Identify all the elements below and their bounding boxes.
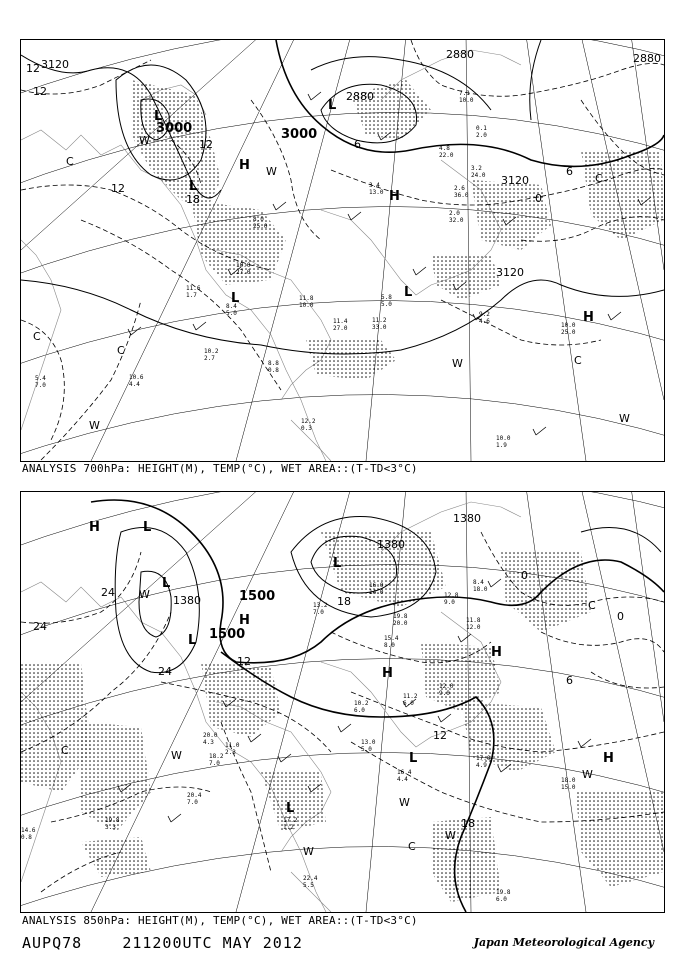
svg-text:2.6: 2.6 bbox=[454, 185, 465, 192]
svg-text:10.0: 10.0 bbox=[496, 435, 511, 442]
svg-text:11.0: 11.0 bbox=[225, 742, 240, 749]
svg-text:3.2: 3.2 bbox=[471, 165, 482, 172]
height-label: 3120 bbox=[41, 58, 69, 71]
temp-label: 0 bbox=[521, 569, 528, 582]
svg-text:12.8: 12.8 bbox=[444, 592, 459, 599]
svg-text:14.6: 14.6 bbox=[21, 827, 36, 834]
svg-text:19.8: 19.8 bbox=[496, 889, 511, 896]
svg-text:3.4: 3.4 bbox=[369, 182, 380, 189]
svg-text:11.2: 11.2 bbox=[372, 317, 387, 324]
svg-text:16.4: 16.4 bbox=[397, 769, 412, 776]
svg-text:19.8: 19.8 bbox=[393, 613, 408, 620]
agency-credit: Japan Meteorological Agency bbox=[473, 936, 654, 949]
svg-text:6.0: 6.0 bbox=[496, 896, 507, 903]
height-label: 3120 bbox=[496, 266, 524, 279]
station-plot bbox=[403, 693, 418, 707]
station-plot bbox=[35, 375, 46, 389]
svg-text:5.4: 5.4 bbox=[35, 375, 46, 382]
temp-label: 24 bbox=[101, 586, 115, 599]
height-label: 2880 bbox=[633, 52, 661, 65]
svg-text:24.0: 24.0 bbox=[471, 172, 486, 179]
height-label: 3000 bbox=[156, 121, 193, 136]
svg-text:11.8: 11.8 bbox=[299, 295, 314, 302]
station-plot bbox=[21, 827, 36, 841]
svg-text:10.0: 10.0 bbox=[459, 97, 474, 104]
warm-mark: W bbox=[619, 412, 630, 425]
low-pressure-marker: L bbox=[409, 751, 418, 766]
svg-text:11.8: 11.8 bbox=[466, 617, 481, 624]
upper-panel-caption: ANALYSIS 700hPa: HEIGHT(M), TEMP(°C), WET AREA::(T-TD<3°C) bbox=[22, 462, 418, 475]
svg-text:2.0: 2.0 bbox=[476, 132, 487, 139]
low-pressure-marker: L bbox=[188, 633, 197, 648]
temp-label: 12 bbox=[199, 138, 213, 151]
svg-text:20.0: 20.0 bbox=[393, 620, 408, 627]
svg-text:11.4: 11.4 bbox=[333, 318, 348, 325]
station-plot bbox=[186, 285, 201, 299]
svg-text:12.2: 12.2 bbox=[301, 418, 316, 425]
warm-mark: W bbox=[139, 134, 150, 147]
station-plot bbox=[476, 125, 487, 139]
svg-text:1.9: 1.9 bbox=[496, 442, 507, 449]
station-plot bbox=[372, 317, 387, 331]
station-plot bbox=[381, 294, 392, 308]
station-plot bbox=[444, 592, 459, 606]
cold-mark: C bbox=[588, 599, 596, 612]
temp-label: 18 bbox=[461, 817, 475, 830]
svg-text:17.2: 17.2 bbox=[283, 817, 298, 824]
warm-mark: W bbox=[452, 357, 463, 370]
svg-text:12.0: 12.0 bbox=[466, 624, 481, 631]
svg-text:18.0: 18.0 bbox=[473, 586, 488, 593]
cold-mark: C bbox=[61, 744, 69, 757]
warm-mark: W bbox=[266, 165, 277, 178]
lower-panel-caption: ANALYSIS 850hPa: HEIGHT(M), TEMP(°C), WET AREA::(T-TD<3°C) bbox=[22, 914, 418, 927]
cold-mark: C bbox=[33, 330, 41, 343]
station-plot bbox=[333, 318, 348, 332]
low-pressure-marker: L bbox=[143, 520, 152, 535]
svg-text:4.4: 4.4 bbox=[129, 381, 140, 388]
svg-text:1.7: 1.7 bbox=[186, 292, 197, 299]
station-plot bbox=[204, 348, 219, 362]
svg-text:9.0: 9.0 bbox=[439, 690, 450, 697]
temp-label: 12 bbox=[111, 182, 125, 195]
svg-text:5.8: 5.8 bbox=[381, 294, 392, 301]
svg-text:11.2: 11.2 bbox=[403, 693, 418, 700]
height-label: 1500 bbox=[209, 627, 246, 642]
temp-label: 24 bbox=[158, 665, 172, 678]
air-mass-marks bbox=[33, 134, 630, 432]
svg-text:10.0: 10.0 bbox=[561, 322, 576, 329]
station-plot bbox=[354, 700, 369, 714]
station-plot bbox=[384, 635, 399, 649]
station-plot bbox=[473, 579, 488, 593]
svg-text:3.3: 3.3 bbox=[105, 824, 116, 831]
svg-text:6.0: 6.0 bbox=[403, 700, 414, 707]
station-plot bbox=[129, 374, 144, 388]
temp-label: 24 bbox=[33, 620, 47, 633]
temp-label: 6 bbox=[566, 674, 573, 687]
warm-mark: W bbox=[399, 796, 410, 809]
low-pressure-marker: L bbox=[189, 179, 198, 194]
temp-label: 12 bbox=[33, 85, 47, 98]
station-plot bbox=[466, 617, 481, 631]
cold-mark: C bbox=[66, 155, 74, 168]
svg-text:11.6: 11.6 bbox=[186, 285, 201, 292]
temp-label: 12 bbox=[433, 729, 447, 742]
station-plot bbox=[361, 739, 376, 753]
analysis-map-700hpa bbox=[20, 39, 665, 462]
high-pressure-marker: H bbox=[239, 158, 250, 173]
svg-text:22.4: 22.4 bbox=[303, 875, 318, 882]
svg-text:20.4: 20.4 bbox=[187, 792, 202, 799]
svg-text:8.4: 8.4 bbox=[226, 303, 237, 310]
high-pressure-marker: H bbox=[583, 310, 594, 325]
station-plot bbox=[313, 602, 328, 616]
svg-text:18.0: 18.0 bbox=[561, 777, 576, 784]
height-label: 3120 bbox=[501, 174, 529, 187]
station-plot bbox=[303, 875, 318, 889]
station-plot bbox=[561, 777, 576, 791]
high-pressure-marker: H bbox=[89, 520, 100, 535]
svg-text:2.7: 2.7 bbox=[204, 355, 215, 362]
station-plot bbox=[393, 613, 408, 627]
svg-text:36.0: 36.0 bbox=[454, 192, 469, 199]
svg-text:16.0: 16.0 bbox=[369, 582, 384, 589]
temp-label: 0 bbox=[535, 192, 542, 205]
svg-text:4.9: 4.9 bbox=[476, 762, 487, 769]
svg-text:5.0: 5.0 bbox=[381, 301, 392, 308]
low-pressure-marker: L bbox=[286, 801, 295, 816]
height-label: 1500 bbox=[239, 589, 276, 604]
height-contours bbox=[21, 40, 664, 354]
svg-text:18.2: 18.2 bbox=[209, 753, 224, 760]
station-plot bbox=[209, 753, 224, 767]
svg-text:7.1: 7.1 bbox=[459, 90, 470, 97]
low-pressure-marker: L bbox=[231, 291, 240, 306]
station-plot bbox=[561, 322, 576, 336]
svg-text:0.3: 0.3 bbox=[301, 425, 312, 432]
svg-text:5.0: 5.0 bbox=[226, 310, 237, 317]
svg-text:10.2: 10.2 bbox=[354, 700, 369, 707]
svg-text:32.0: 32.0 bbox=[449, 217, 464, 224]
cold-mark: C bbox=[117, 344, 125, 357]
svg-text:25.0: 25.0 bbox=[253, 223, 268, 230]
low-pressure-marker: L bbox=[162, 576, 171, 591]
chart-identifier bbox=[22, 934, 303, 952]
svg-text:12.0: 12.0 bbox=[439, 683, 454, 690]
height-label: 1380 bbox=[377, 538, 405, 551]
svg-text:14.0: 14.0 bbox=[369, 589, 384, 596]
valid-time: 211200UTC MAY 2012 bbox=[122, 934, 303, 952]
svg-text:20.0: 20.0 bbox=[203, 732, 218, 739]
svg-text:17.0: 17.0 bbox=[476, 755, 491, 762]
station-plot bbox=[479, 311, 490, 325]
svg-text:7.0: 7.0 bbox=[35, 382, 46, 389]
cold-mark: C bbox=[574, 354, 582, 367]
svg-text:9.0: 9.0 bbox=[444, 599, 455, 606]
svg-text:4.8: 4.8 bbox=[439, 145, 450, 152]
high-pressure-marker: H bbox=[603, 751, 614, 766]
svg-text:5.0: 5.0 bbox=[361, 746, 372, 753]
station-plot bbox=[454, 185, 469, 199]
cold-mark: C bbox=[595, 172, 603, 185]
svg-text:15.0: 15.0 bbox=[561, 784, 576, 791]
wet-areas bbox=[21, 532, 664, 902]
svg-text:13.0: 13.0 bbox=[369, 189, 384, 196]
svg-text:2.0: 2.0 bbox=[449, 210, 460, 217]
svg-text:4.3: 4.3 bbox=[203, 739, 214, 746]
svg-text:25.0: 25.0 bbox=[561, 329, 576, 336]
height-label: 1380 bbox=[453, 512, 481, 525]
temp-label: 12 bbox=[26, 62, 40, 75]
svg-text:27.0: 27.0 bbox=[333, 325, 348, 332]
station-plot bbox=[187, 792, 202, 806]
svg-text:22.0: 22.0 bbox=[439, 152, 454, 159]
high-pressure-marker: H bbox=[382, 666, 393, 681]
height-label: 2880 bbox=[446, 48, 474, 61]
svg-text:15.4: 15.4 bbox=[384, 635, 399, 642]
station-plot bbox=[203, 732, 218, 746]
chart-code: AUPQ78 bbox=[22, 934, 83, 952]
station-plot bbox=[369, 182, 384, 196]
svg-text:13.2: 13.2 bbox=[313, 602, 328, 609]
station-plot bbox=[459, 90, 474, 104]
station-plot bbox=[449, 210, 464, 224]
svg-text:10.2: 10.2 bbox=[204, 348, 219, 355]
warm-mark: W bbox=[89, 419, 100, 432]
cold-mark: C bbox=[408, 840, 416, 853]
height-label: 2880 bbox=[346, 90, 374, 103]
station-plot bbox=[236, 262, 251, 276]
station-plot bbox=[471, 165, 486, 179]
height-label: 1380 bbox=[173, 594, 201, 607]
warm-mark: W bbox=[303, 845, 314, 858]
svg-text:13.0: 13.0 bbox=[361, 739, 376, 746]
temp-label: 12 bbox=[237, 655, 251, 668]
low-pressure-marker: L bbox=[154, 109, 163, 124]
svg-text:19.8: 19.8 bbox=[105, 817, 120, 824]
svg-text:7.0: 7.0 bbox=[313, 609, 324, 616]
svg-text:0.8: 0.8 bbox=[268, 367, 279, 374]
svg-text:10.0: 10.0 bbox=[299, 302, 314, 309]
svg-text:7.0: 7.0 bbox=[209, 760, 220, 767]
svg-text:9.2: 9.2 bbox=[479, 311, 490, 318]
svg-text:10.0: 10.0 bbox=[236, 262, 251, 269]
svg-text:8.8: 8.8 bbox=[268, 360, 279, 367]
svg-text:5.5: 5.5 bbox=[303, 882, 314, 889]
svg-text:4.6: 4.6 bbox=[479, 318, 490, 325]
svg-text:27.0: 27.0 bbox=[236, 269, 251, 276]
svg-text:7.0: 7.0 bbox=[187, 799, 198, 806]
analysis-map-850hpa bbox=[20, 491, 665, 913]
temp-label: 18 bbox=[186, 193, 200, 206]
temp-label: 6 bbox=[566, 165, 573, 178]
warm-mark: W bbox=[445, 829, 456, 842]
svg-text:1.2: 1.2 bbox=[283, 824, 294, 831]
station-plot bbox=[439, 145, 454, 159]
svg-text:10.6: 10.6 bbox=[129, 374, 144, 381]
wet-areas bbox=[131, 80, 664, 380]
station-plot bbox=[226, 303, 237, 317]
high-pressure-marker: H bbox=[491, 645, 502, 660]
low-pressure-marker: L bbox=[328, 98, 337, 113]
low-pressure-marker: L bbox=[333, 556, 342, 571]
station-plot bbox=[268, 360, 279, 374]
warm-mark: W bbox=[171, 749, 182, 762]
height-label: 3000 bbox=[281, 127, 318, 142]
temp-label: 18 bbox=[337, 595, 351, 608]
temp-label: 0 bbox=[617, 610, 624, 623]
svg-text:8.4: 8.4 bbox=[473, 579, 484, 586]
svg-text:0.1: 0.1 bbox=[476, 125, 487, 132]
station-plot bbox=[496, 889, 511, 903]
temp-label: 6 bbox=[354, 138, 361, 151]
svg-text:8.0: 8.0 bbox=[384, 642, 395, 649]
station-plot bbox=[299, 295, 314, 309]
station-plot bbox=[369, 582, 384, 596]
low-pressure-marker: L bbox=[404, 285, 413, 300]
station-plot bbox=[496, 435, 511, 449]
high-pressure-marker: H bbox=[239, 613, 250, 628]
svg-text:0.8: 0.8 bbox=[21, 834, 32, 841]
svg-text:4.4: 4.4 bbox=[397, 776, 408, 783]
station-plot bbox=[301, 418, 316, 432]
svg-text:33.0: 33.0 bbox=[372, 324, 387, 331]
high-pressure-marker: H bbox=[389, 189, 400, 204]
svg-text:8.0: 8.0 bbox=[253, 216, 264, 223]
warm-mark: W bbox=[582, 768, 593, 781]
svg-text:2.3: 2.3 bbox=[225, 749, 236, 756]
warm-mark: W bbox=[139, 588, 150, 601]
svg-text:6.0: 6.0 bbox=[354, 707, 365, 714]
